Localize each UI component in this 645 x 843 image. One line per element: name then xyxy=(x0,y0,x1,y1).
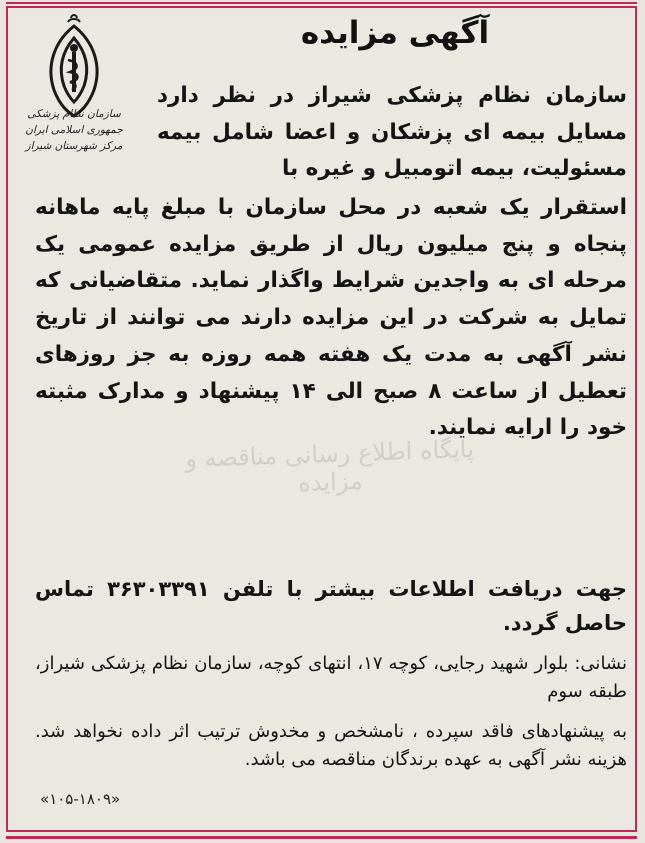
bottom-rule xyxy=(6,836,637,839)
address-paragraph: نشانی: بلوار شهید رجایی، کوچه ۱۷، انتهای کوچه، سازمان نظام پزشکی شیراز، طبقه سوم xyxy=(35,653,627,702)
intro-paragraph: سازمان نظام پزشکی شیراز در نظر دارد مسایل بیمه ای پزشکان و اعضا شامل بیمه مسئولیت، بیمه اتومبیل و غیره با xyxy=(157,83,627,182)
note-paragraph: به پیشنهادهای فاقد سپرده ، نامشخص و مخدوش ترتیب اثر داده نخواهد شد. هزینه نشر آگهی به عهده برندگان مناقصه می باشد. xyxy=(35,721,627,770)
logo-caption xyxy=(18,106,130,154)
ad-title: آگهی مزایده xyxy=(300,15,490,51)
reference-number: «۱۰۵-۱۸۰۹» xyxy=(40,790,121,808)
logo-caption-line1: سازمان نظام پزشکی جمهوری اسلامی ایران xyxy=(25,108,123,136)
logo-caption-line2: مرکز شهرستان شیراز xyxy=(25,140,123,152)
contact-paragraph: جهت دریافت اطلاعات بیشتر با تلفن ۳۶۳۰۳۳۹۱ تماس حاصل گردد. xyxy=(35,577,628,635)
top-rule xyxy=(6,2,637,4)
body-paragraph: استقرار یک شعبه در محل سازمان با مبلغ پایه ماهانه پنجاه و پنج میلیون ریال از طریق مزایده عمومی یک مرحله ای به واجدین شرایط واگذار نماید. متقاضیانی که تمایل به شرکت در این مزایده دارند می توانند از تاریخ نشر آگهی به مدت یک هفته همه روزه به جز روزهای تعطیل از ساعت ۸ صبح الی ۱۴ پیشنهاد و مدارک مثبته خود را ارایه نمایند. xyxy=(35,195,628,441)
